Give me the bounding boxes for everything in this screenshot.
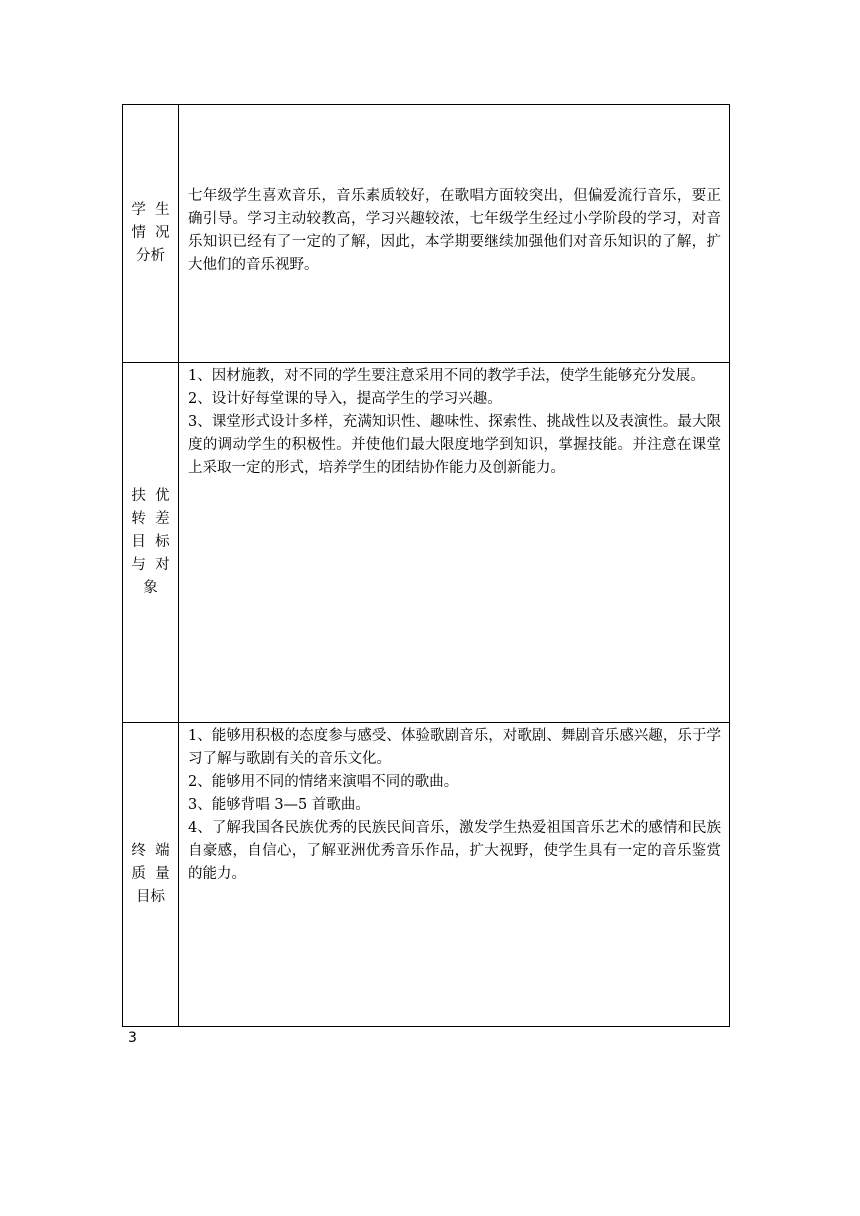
paragraph: 2、能够用不同的情绪来演唱不同的歌曲。: [188, 774, 459, 790]
label-line: 质 量: [131, 866, 170, 882]
paragraph: 3、能够背唱 3—5 首歌曲。: [188, 797, 370, 813]
row-label-student-analysis: [123, 105, 179, 363]
row-content-student-analysis: [179, 105, 730, 363]
paragraph: 1、能够用积极的态度参与感受、体验歌剧音乐，对歌剧、舞剧音乐感兴趣，乐于学习了解与歌剧有关的音乐文化。: [188, 728, 721, 767]
paragraph: 1、因材施教，对不同的学生要注意采用不同的教学手法，使学生能够充分发展。: [188, 368, 705, 384]
row-label-tutoring-goals: [123, 363, 179, 723]
paragraph: 4、了解我国各民族优秀的民族民间音乐，激发学生热爱祖国音乐艺术的感情和民族自豪感，自信心，了解亚洲优秀音乐作品，扩大视野，使学生具有一定的音乐鉴赏的能力。: [188, 820, 721, 882]
label-line: 目标: [136, 889, 165, 905]
label-line: 转 差: [131, 511, 170, 527]
paragraph: 2、设计好每堂课的导入，提高学生的学习兴趣。: [188, 391, 502, 407]
label-line: 分析: [136, 248, 165, 264]
label-line: 终 端: [131, 843, 170, 859]
label-line: 象: [143, 580, 158, 596]
row-content-tutoring-goals: [179, 363, 730, 723]
label-line: 学 生: [131, 202, 170, 218]
table-row-student-analysis: [123, 105, 730, 363]
label-line: 情 况: [131, 225, 170, 241]
teaching-plan-table: [122, 104, 730, 1027]
paragraph: 七年级学生喜欢音乐，音乐素质较好，在歌唱方面较突出，但偏爱流行音乐，要正确引导。学习主动较教高，学习兴趣较浓，七年级学生经过小学阶段的学习，对音乐知识已经有了一定的了解，因此，本学期要继续加强他们对音乐知识的了解，扩大他们的音乐视野。: [188, 188, 721, 273]
row-content-quality-goals: [179, 723, 730, 1027]
label-line: 目 标: [131, 534, 170, 550]
paragraph: 3、课堂形式设计多样，充满知识性、趣味性、探索性、挑战性以及表演性。最大限度的调动学生的积极性。并使他们最大限度地学到知识，掌握技能。并注意在课堂上采取一定的形式，培养学生的团结协作能力及创新能力。: [188, 414, 721, 476]
table-row-quality-goals: [123, 723, 730, 1027]
label-line: 与 对: [131, 557, 170, 573]
label-line: 扶 优: [131, 488, 170, 504]
page-number: 3: [128, 1030, 137, 1046]
table-row-tutoring-goals: [123, 363, 730, 723]
row-label-quality-goals: [123, 723, 179, 1027]
